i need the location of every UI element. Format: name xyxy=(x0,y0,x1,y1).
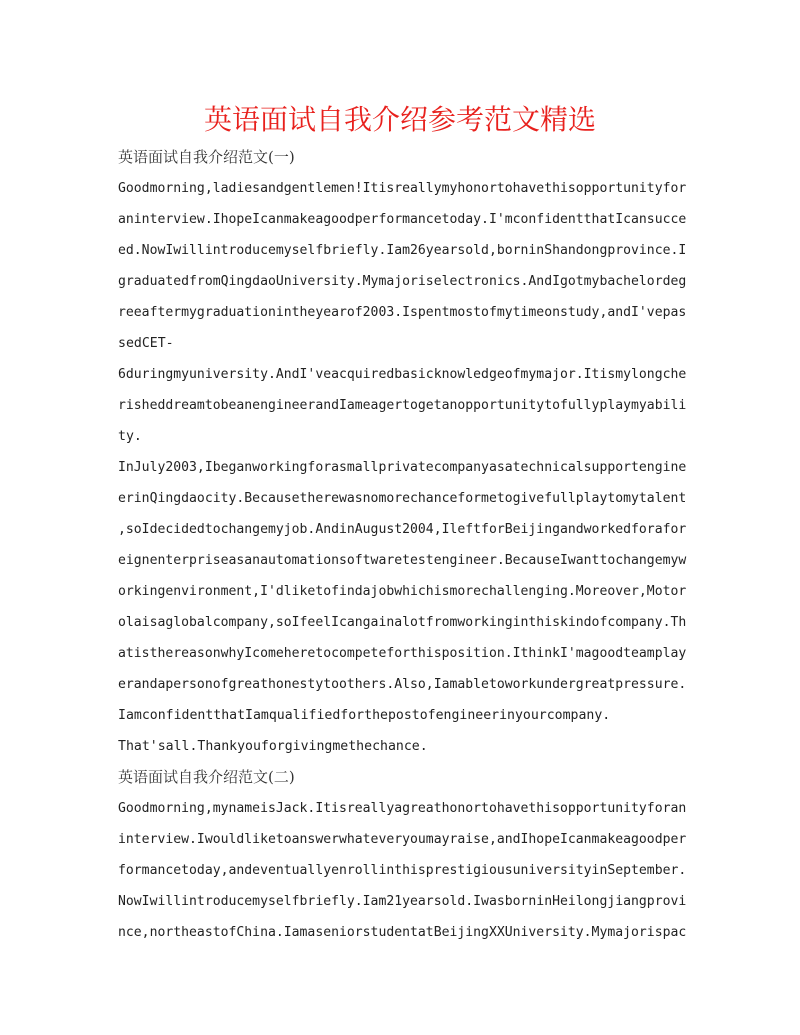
text-line: graduatedfromQingdaoUniversity.Mymajoriselectronics.AndIgotmybachelordeg xyxy=(118,274,687,289)
text-line: erinQingdaocity.Becausetherewasnomorechanceformetogivefullplaytomytalent xyxy=(118,491,687,506)
text-line: orkingenvironment,I'dliketofindajobwhichismorechallenging.Moreover,Motor xyxy=(118,584,687,599)
text-line: risheddreamtobeanengineerandIameagertogetanopportunitytofullyplaymyabili xyxy=(118,398,687,413)
text-line: nce,northeastofChina.IamaseniorstudentatBeijingXXUniversity.Mymajorispac xyxy=(118,925,687,940)
text-line: olaisaglobalcompany,soIfeelIcangainalotfromworkinginthiskindofcompany.Th xyxy=(118,615,687,630)
section-heading: 英语面试自我介绍范文(一) xyxy=(118,148,295,166)
text-line: sedCET- xyxy=(118,336,174,351)
text-line: IamconfidentthatIamqualifiedforthepostofengineerinyourcompany. xyxy=(118,708,611,723)
text-line: reeaftermygraduationintheyearof2003.Ispentmostofmytimeonstudy,andI'vepas xyxy=(118,305,687,320)
text-line: ,soIdecidedtochangemyjob.AndinAugust2004,IleftforBeijingandworkedforafor xyxy=(118,522,687,537)
text-line: atisthereasonwhyIcomeheretocompeteforthisposition.IthinkI'magoodteamplay xyxy=(118,646,687,661)
text-line: NowIwillintroducemyselfbriefly.Iam21yearsold.IwasborninHeilongjiangprovi xyxy=(118,894,687,909)
text-line: That'sall.Thankyouforgivingmethechance. xyxy=(118,739,428,754)
text-line: InJuly2003,Ibeganworkingforasmallprivatecompanyasatechnicalsupportengine xyxy=(118,460,687,475)
section-heading: 英语面试自我介绍范文(二) xyxy=(118,768,295,786)
text-line: Goodmorning,ladiesandgentlemen!Itisreallymyhonortohavethisopportunityfor xyxy=(118,181,687,196)
text-line: 6duringmyuniversity.AndI'veacquiredbasicknowledgeofmymajor.Itismylongche xyxy=(118,367,687,382)
text-line: aninterview.IhopeIcanmakeagoodperformancetoday.I'mconfidentthatIcansucce xyxy=(118,212,687,227)
text-line: ty. xyxy=(118,429,142,444)
text-line: interview.Iwouldliketoanswerwhateveryoumayraise,andIhopeIcanmakeagoodper xyxy=(118,832,687,847)
document-body xyxy=(118,142,686,948)
document-title: 英语面试自我介绍参考范文精选 xyxy=(203,103,596,136)
text-line: Goodmorning,mynameisJack.Itisreallyagreathonortohavethisopportunityforan xyxy=(118,801,687,816)
text-line: eignenterpriseasanautomationsoftwaretestengineer.BecauseIwanttochangemyw xyxy=(118,553,687,568)
text-line: formancetoday,andeventuallyenrollinthisprestigiousuniversityinSeptember. xyxy=(118,863,687,878)
text-line: erandapersonofgreathonestytoothers.Also,Iamabletoworkundergreatpressure. xyxy=(118,677,687,692)
text-line: ed.NowIwillintroducemyselfbriefly.Iam26yearsold,borninShandongprovince.I xyxy=(118,243,687,258)
